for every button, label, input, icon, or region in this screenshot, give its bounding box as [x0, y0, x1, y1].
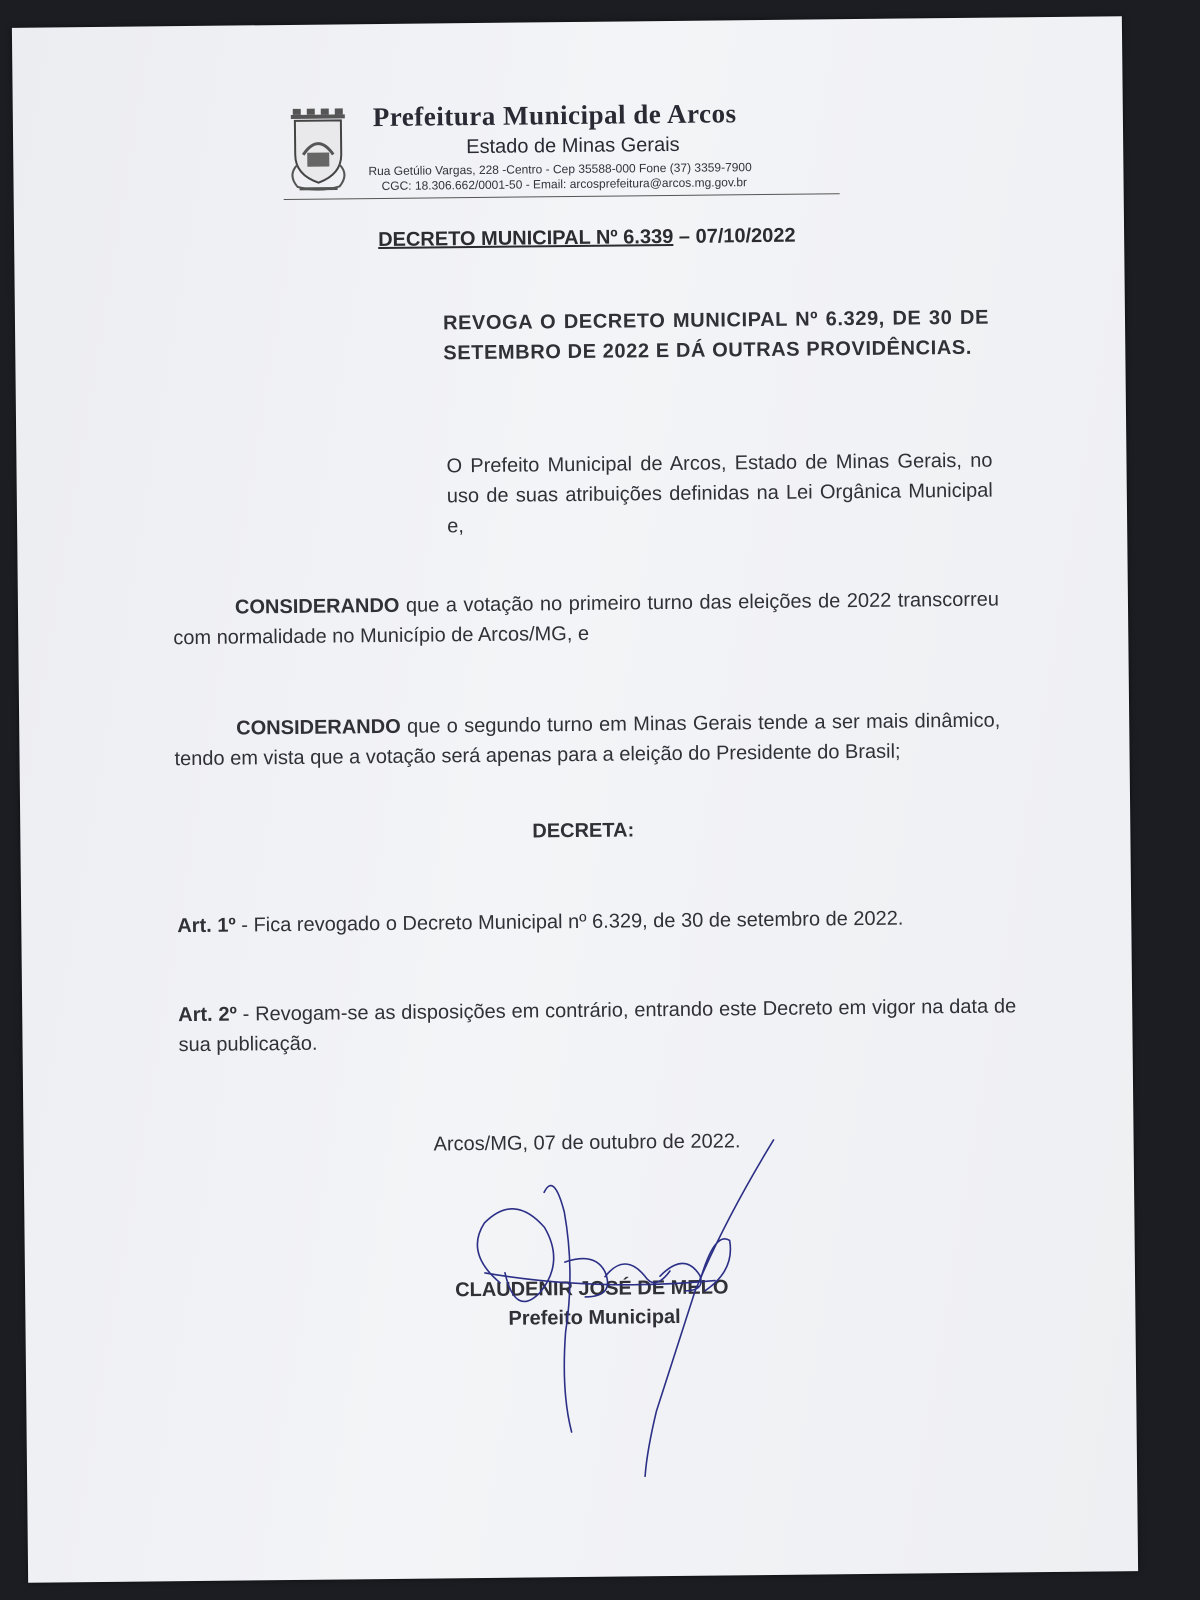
considering-clause-2	[174, 706, 1001, 775]
article-2	[178, 991, 1017, 1060]
letterhead-address: Rua Getúlio Vargas, 228 -Centro - Cep 35588-000 Fone (37) 3359-7900	[368, 160, 752, 179]
letterhead-state: Estado de Minas Gerais	[466, 133, 680, 159]
signer-role: Prefeito Municipal	[508, 1305, 681, 1330]
signer-name: CLAUDENIR JOSÉ DE MELO	[455, 1276, 729, 1302]
article-text: - Revogam-se as disposições em contrário, entrando este Decreto em vigor na data de sua publicação.	[178, 995, 1017, 1057]
article-label: Art. 2º	[178, 1003, 238, 1027]
considering-clause-1	[173, 585, 1000, 654]
article-text: - Fica revogado o Decreto Municipal nº 6.329, de 30 de setembro de 2022.	[235, 907, 904, 937]
considering-text: que o segundo turno em Minas Gerais tende a ser mais dinâmico, tendo em vista que a votação será apenas para a eleição do Presidente do Brasil;	[174, 709, 1001, 771]
considering-lead: CONSIDERANDO	[236, 715, 401, 740]
handwritten-signature	[443, 1130, 807, 1484]
decree-summary: REVOGA O DECRETO MUNICIPAL Nº 6.329, DE 30 DE SETEMBRO DE 2022 E DÁ OUTRAS PROVIDÊNCIAS.	[442, 306, 990, 365]
considering-text: que a votação no primeiro turno das eleições de 2022 transcorreu com normalidade no Município de Arcos/MG, e	[173, 588, 1000, 650]
letterhead-cgc-email: CGC: 18.306.662/0001-50 - Email: arcosprefeitura@arcos.mg.gov.br	[381, 175, 748, 193]
decreta-heading: DECRETA:	[532, 819, 635, 843]
decree-preamble: O Prefeito Municipal de Arcos, Estado de Minas Gerais, no uso de suas atribuições definidas na Lei Orgânica Municipal e,	[446, 449, 993, 538]
article-1	[177, 902, 1015, 941]
coat-of-arms-icon	[283, 104, 354, 195]
considering-lead: CONSIDERANDO	[234, 594, 400, 619]
article-label: Art. 1º	[177, 914, 236, 938]
letterhead-divider	[284, 193, 840, 200]
place-and-date: Arcos/MG, 07 de outubro de 2022.	[433, 1130, 741, 1156]
decree-title	[378, 225, 796, 252]
decree-date: – 07/10/2022	[673, 224, 796, 248]
letterhead-title: Prefeitura Municipal de Arcos	[372, 98, 737, 133]
decree-number: DECRETO MUNICIPAL Nº 6.339	[378, 225, 674, 252]
document-page	[12, 16, 1138, 1583]
